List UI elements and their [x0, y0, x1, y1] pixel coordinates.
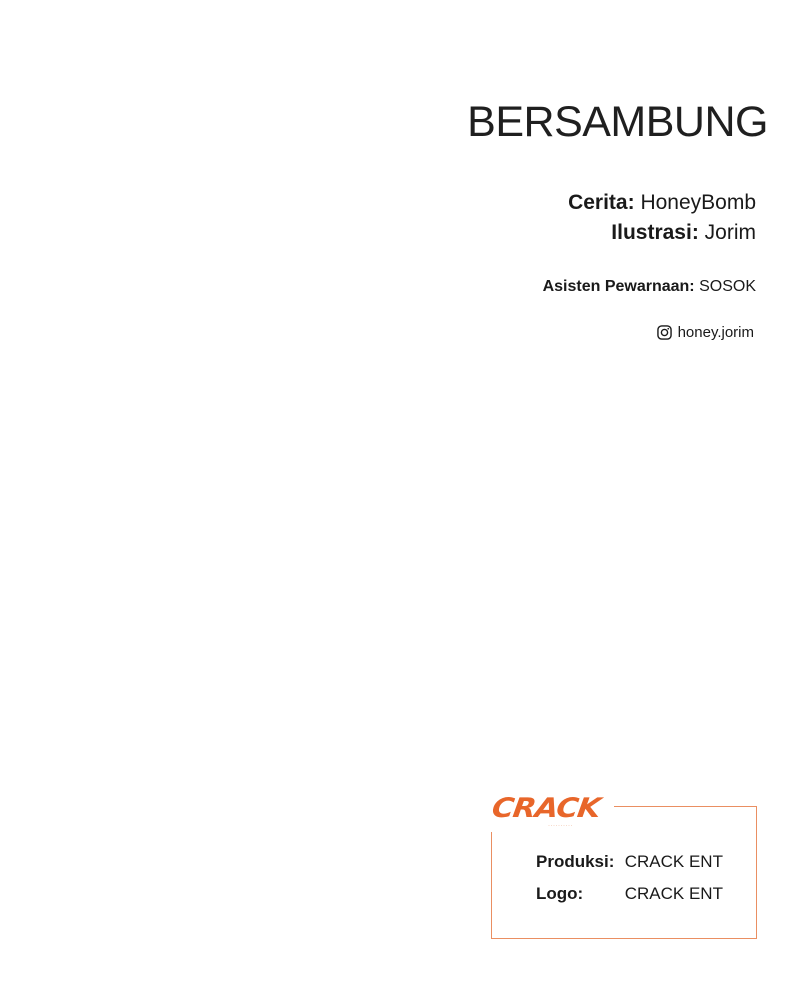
page-title: BERSAMBUNG: [467, 98, 768, 146]
production-row: [536, 852, 723, 872]
story-label: Cerita:: [568, 191, 635, 214]
logo-value: CRACK ENT: [624, 884, 723, 903]
crack-logo-subtext: ··········: [548, 823, 573, 829]
instagram-icon: [657, 325, 672, 340]
crack-logo-text: CRACK: [489, 792, 602, 825]
illustration-credit: [568, 218, 756, 248]
illustration-value: Jorim: [704, 221, 756, 244]
production-label: Produksi:: [536, 852, 615, 871]
illustration-label: Ilustrasi:: [611, 221, 699, 244]
social-handle: [657, 324, 754, 341]
main-credits: [568, 188, 756, 248]
coloring-label: Asisten Pewarnaan:: [542, 278, 695, 295]
instagram-handle: honey.jorim: [677, 324, 754, 341]
logo-label: Logo:: [536, 884, 584, 903]
story-value: HoneyBomb: [640, 191, 756, 214]
crack-logo: [486, 790, 614, 832]
logo-row: [536, 884, 723, 904]
story-credit: [568, 188, 756, 218]
coloring-value: SOSOK: [699, 278, 756, 295]
production-value: CRACK ENT: [624, 852, 723, 871]
coloring-credit: [543, 278, 756, 296]
